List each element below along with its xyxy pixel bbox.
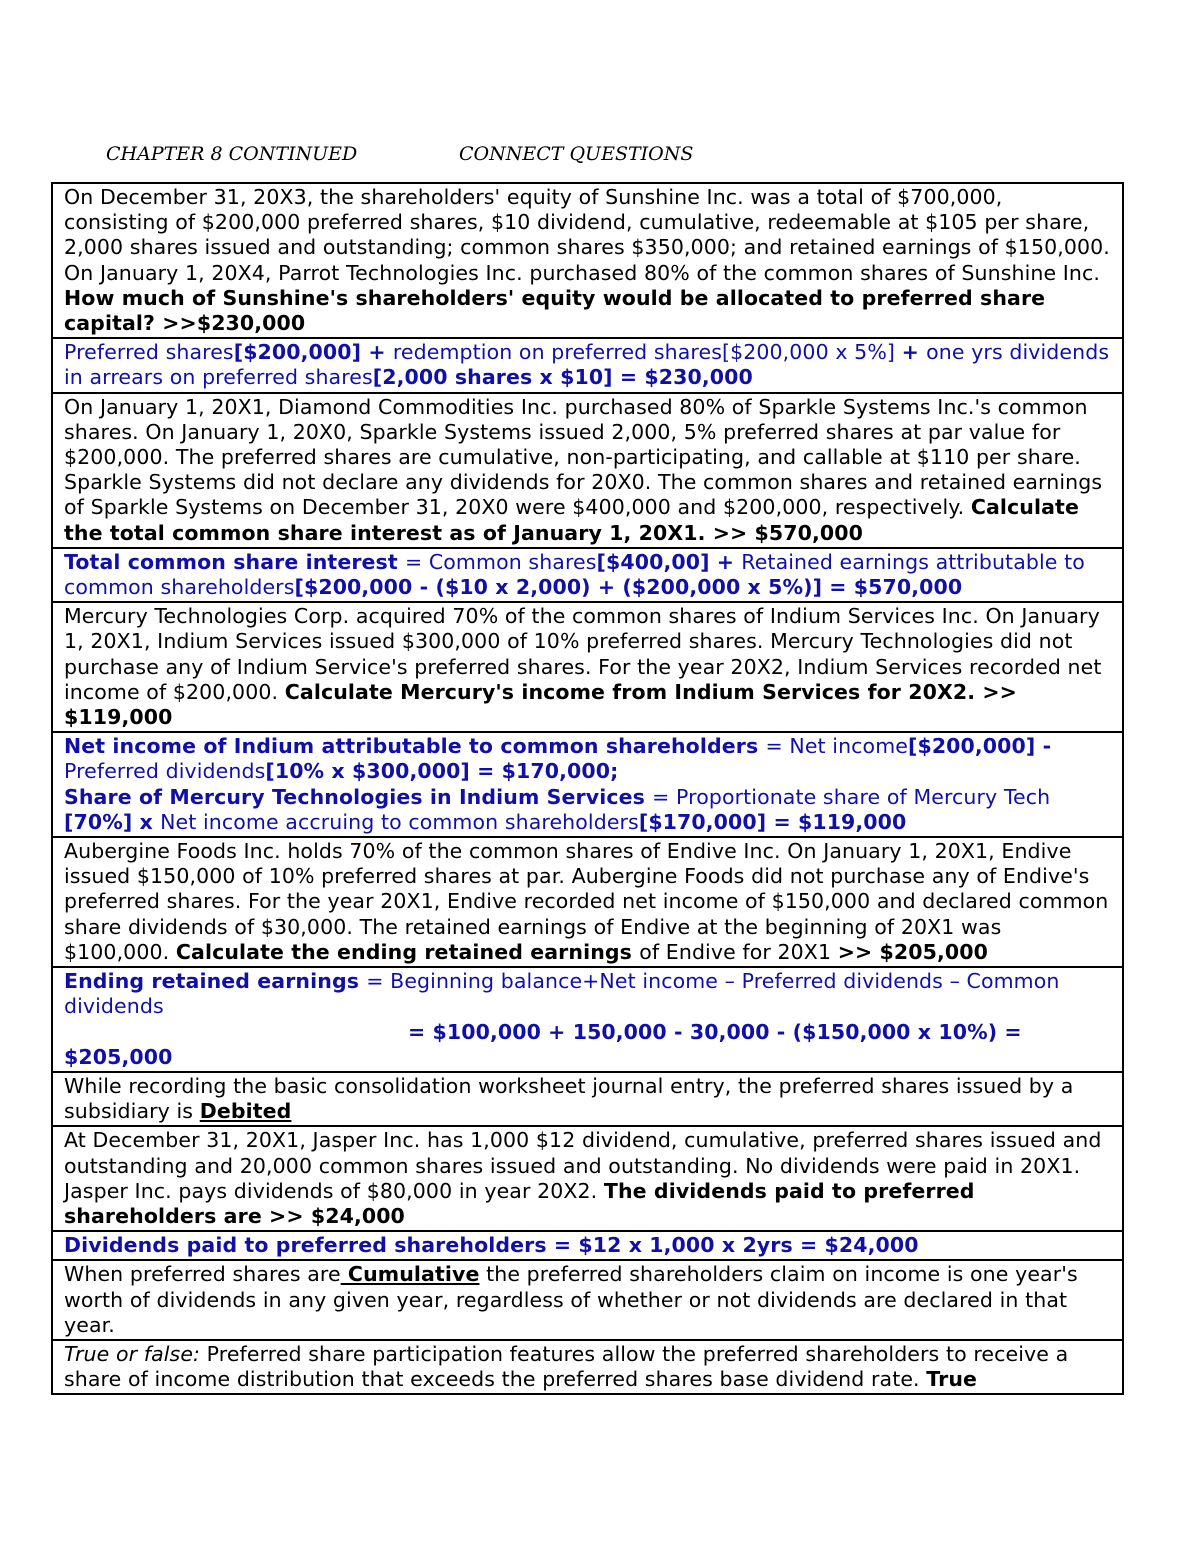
question-text: On January 1, 20X1, Diamond Commodities Inc. purchased 80% of Sparkle Systems Inc.'s common shares. On January 1, 20X0, Sparkle Systems issued 2,000, 5% preferred shares at par value for $200,000. The preferred shares are cumulative, non-participating, and callable at $110 per share. Sparkle Systems did not declare any dividends for 20X0. The common shares and retained earnings of Sparkle Systems on December 31, 20X0 were $400,000 and $200,000, respectively. — [64, 394, 1103, 520]
question-prompt: Calculate the ending retained earnings — [175, 939, 640, 964]
question-4 — [53, 838, 1122, 968]
question-prompt: The dividends paid to preferred shareholders are >> $24,000 — [64, 1178, 975, 1228]
answer-text: = Beginning balance+Net income – Preferred dividends – Common dividends — [64, 969, 1060, 1019]
answer-bold: [$170,000] = $119,000 — [638, 809, 907, 834]
question-text: the preferred shareholders claim on income is one year's worth of dividends in any given year, regardless of whether or not dividends are declared in that year. — [64, 1262, 1078, 1337]
question-answer: True — [926, 1367, 978, 1392]
answer-bold: Dividends paid to preferred shareholders = $12 x 1,000 x 2yrs = $24,000 — [64, 1233, 919, 1258]
question-2 — [53, 394, 1122, 549]
question-text: of Endive for 20X1 — [639, 939, 838, 964]
answer-bold: Net income of Indium attributable to common shareholders — [64, 734, 766, 759]
answer-1 — [53, 339, 1122, 393]
answer-bold: + — [901, 340, 927, 365]
question-text: On December 31, 20X3, the shareholders' equity of Sunshine Inc. was a total of $700,000, consisting of $200,000 preferred shares, $10 dividend, cumulative, redeemable at $105 per share, 2,000 shares issued and outstanding; common shares $350,000; and retained earnings of $150,000. On January 1, 20X4, Parrot Technologies Inc. purchased 80% of the common shares of Sunshine Inc. — [64, 185, 1110, 285]
answer-bold: [$200,000 - ($10 x 2,000) + ($200,000 x 5%)] = $570,000 — [294, 575, 963, 600]
question-8 — [53, 1341, 1122, 1393]
questions-table — [51, 182, 1124, 1395]
question-text: At December 31, 20X1, Jasper Inc. has 1,000 $12 dividend, cumulative, preferred shares issued and outstanding and 20,000 common shares issued and outstanding. No dividends were paid in 20X1. Jasper Inc. pays dividends of $80,000 in year 20X2. — [64, 1128, 1102, 1203]
question-5 — [53, 1073, 1122, 1127]
answer-6 — [53, 1232, 1122, 1261]
question-answer: Debited — [199, 1099, 292, 1124]
answer-bold: [2,000 shares x $10] = $230,000 — [372, 365, 753, 390]
answer-text: = Proportionate share of Mercury Tech — [652, 784, 1051, 809]
answer-text: Preferred dividends — [64, 759, 266, 784]
question-text: Preferred share participation features allow the preferred shareholders to receive a share of income distribution that exceeds the preferred shares base dividend rate. — [64, 1341, 1069, 1392]
question-answer: Cumulative — [340, 1262, 480, 1287]
question-answer: >> $205,000 — [837, 939, 988, 964]
answer-bold: Total common share interest — [64, 549, 405, 574]
answer-text: = Common shares — [404, 549, 597, 574]
answer-2 — [53, 549, 1122, 603]
question-label: True or false: — [64, 1341, 201, 1366]
question-3 — [53, 603, 1122, 733]
question-text: When preferred shares are — [64, 1262, 341, 1287]
section-title: CONNECT QUESTIONS — [459, 143, 694, 165]
question-1 — [53, 184, 1122, 339]
page-header — [106, 143, 694, 165]
chapter-label: CHAPTER 8 CONTINUED — [106, 143, 358, 165]
question-text: Mercury Technologies Corp. acquired 70% of the common shares of Indium Services Inc. On January 1, 20X1, Indium Services issued $300,000 of 10% preferred shares. Mercury Technologies did not purchase any of Indium Service's preferred shares. For the year 20X2, Indium Services recorded net income of $200,000. — [64, 604, 1102, 704]
question-prompt: Calculate the total common share interest as of January 1, 20X1. >> $570,000 — [64, 495, 1079, 545]
answer-text: Preferred shares — [64, 340, 234, 365]
answer-bold: [10% x $300,000] = $170,000; — [265, 759, 619, 784]
answer-3 — [53, 733, 1122, 838]
answer-bold: [$200,000] + — [233, 340, 393, 365]
answer-4 — [53, 968, 1122, 1073]
question-prompt: Calculate Mercury's income from Indium Services for 20X2. >> $119,000 — [64, 679, 1017, 730]
answer-text: redemption on preferred shares[$200,000 x 5%] — [392, 340, 902, 365]
question-6 — [53, 1127, 1122, 1232]
question-text: Aubergine Foods Inc. holds 70% of the common shares of Endive Inc. On January 1, 20X1, Endive issued $150,000 of 10% preferred shares at par. Aubergine Foods did not purchase any of Endive's preferred shares. For the year 20X1, Endive recorded net income of $150,000 and declared common share dividends of $30,000. The retained earnings of Endive at the beginning of 20X1 was $100,000. — [64, 839, 1109, 964]
answer-calc: = $100,000 + 150,000 - 30,000 - ($150,000 x 10%) = — [408, 1019, 1022, 1044]
question-prompt: How much of Sunshine's shareholders' equity would be allocated to preferred share capital? >>$230,000 — [64, 285, 1046, 336]
answer-bold: [$200,000] - — [907, 734, 1052, 759]
answer-bold: Ending retained earnings — [64, 969, 367, 994]
answer-calc-line — [64, 1020, 1112, 1045]
question-text: While recording the basic consolidation worksheet journal entry, the preferred shares issued by a subsidiary is — [64, 1073, 1074, 1124]
answer-result: $205,000 — [64, 1044, 173, 1069]
answer-text: one yrs dividends in arrears on preferred shares — [64, 340, 1110, 390]
answer-text: Retained earnings attributable to common shareholders — [64, 549, 1085, 600]
answer-text: Net income accruing to common shareholders — [160, 809, 639, 834]
answer-bold: [70%] x — [64, 809, 161, 834]
answer-text: = Net income — [765, 734, 908, 759]
question-7 — [53, 1261, 1122, 1341]
answer-bold: Share of Mercury Technologies in Indium Services — [64, 784, 653, 809]
answer-bold: [$400,00] + — [596, 549, 742, 574]
